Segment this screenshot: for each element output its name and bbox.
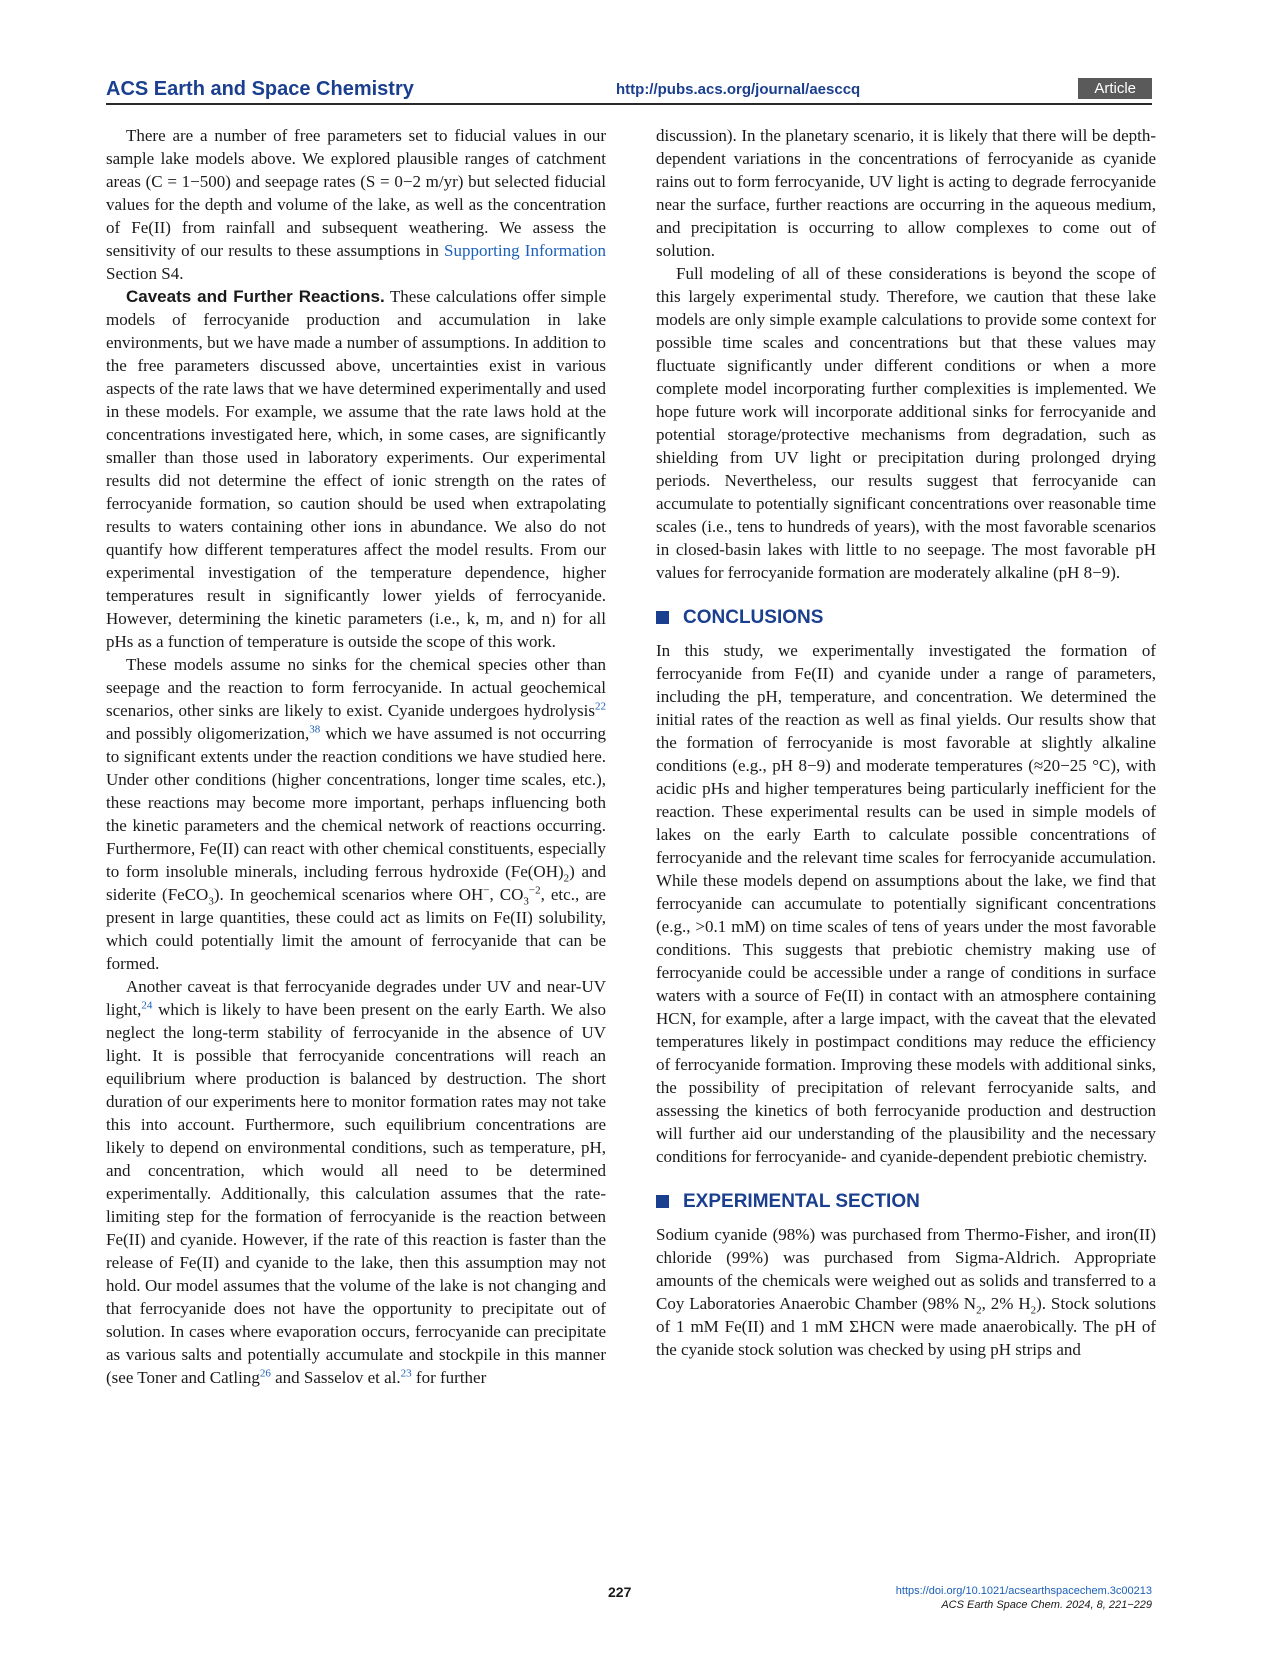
citation-24[interactable]: 24: [141, 999, 153, 1012]
footer-citation: [896, 1584, 1152, 1612]
journal-citation: ACS Earth Space Chem. 2024, 8, 221−229: [941, 1599, 1152, 1611]
doi-link[interactable]: https://doi.org/10.1021/acsearthspacechem.3c00213: [895, 1585, 1152, 1597]
journal-url[interactable]: http://pubs.acs.org/journal/aesccq: [616, 81, 861, 98]
experimental-heading: EXPERIMENTAL SECTION: [656, 1190, 1156, 1213]
citation-38[interactable]: 38: [309, 723, 321, 736]
left-column: [106, 124, 606, 1389]
paragraph-uv-caveat: Another caveat is that ferrocyanide degrades under UV and near-UV light,$^{24}$ which is likely to have been present on the early Earth. We also neglect the long-term stability of ferrocyanide in the absence of UV light. It is possible that ferrocyanide concentrations will reach an equilibrium where production is balanced by destruction. The short duration of our experiments here to monitor formation rates may not take this into account. Furthermore, such equilibrium concentrations are likely to depend on environmental conditions, such as temperature, pH, and concentration, which would all need to be determined experimentally. Additionally, this calculation assumes that the rate-limiting step for the formation of ferrocyanide is the reaction between Fe(II) and cyanide. However, if the rate of this reaction is faster than the release of Fe(II) and cyanide to the lake, then this assumption may not hold. Our model assumes that the volume of the lake is not changing and that ferrocyanide does not have the opportunity to precipitate out of solution. In cases where evaporation occurs, ferrocyanide can precipitate as various salts and potentially accumulate and stockpile in this manner (see Toner and Catling$^{26}$ and Sasselov et al.$^{23}$ for further: [106, 977, 606, 1387]
section-square-icon: [656, 611, 669, 624]
caveats-heading: Caveats and Further Reactions.: [126, 287, 385, 306]
paragraph-full-modeling: Full modeling of all of these considerations is beyond the scope of this largely experimental study. Therefore, we caution that these lake models are only simple example calculations to provide some context for possible time scales and concentrations but that these values may fluctuate significantly under different conditions or when a more complete model incorporating further complexities is implemented. We hope future work will incorporate additional sinks for ferrocyanide and potential storage/protective mechanisms from degradation, such as shielding from UV light or precipitation during prolonged drying periods. Nevertheless, our results suggest that ferrocyanide can accumulate to potentially significant concentrations over reasonable time scales (i.e., tens to hundreds of years), with the most favorable scenarios in closed-basin lakes with little to no seepage. The most favorable pH values for ferrocyanide formation are moderately alkaline (pH 8−9).: [656, 264, 1156, 582]
header-rule: [106, 103, 1152, 105]
right-column: [656, 124, 1156, 1361]
page-header: [106, 78, 1152, 104]
page-number: 227: [608, 1584, 632, 1600]
paragraph-sinks: These models assume no sinks for the chemical species other than seepage and the reaction to form ferrocyanide. In actual geochemical scenarios, other sinks are likely to exist. Cyanide undergoes hydrolysis$^{22}$ and possibly oligomerization,$^{38}$ which we have assumed is not occurring to significant extents under the reaction conditions we have studied here. Under other conditions (higher concentrations, longer time scales, etc.), these reactions may become more important, perhaps influencing both the kinetic parameters and the chemical network of reactions occurring. Furthermore, Fe(II) can react with other chemical constituents, especially to form insoluble minerals, including ferrous hydroxide $(Fe(OH)_2)$ and siderite (FeCO$_3$). In geochemical scenarios where OH−, $CO_3^{-2}$, etc., are present in large quantities, these could act as limits on Fe(II) solubility, which could potentially limit the amount of ferrocyanide that can be formed.: [106, 655, 607, 973]
paragraph-conclusions: In this study, we experimentally investigated the formation of ferrocyanide from Fe(II) and cyanide under a range of parameters, including the pH, temperature, and concentration. We determined the initial rates of the reaction as well as final yields. Our results show that the formation of ferrocyanide is most favorable at slightly alkaline conditions (e.g., pH 8−9) and moderate temperatures (≈20−25 °C), with acidic pHs and higher temperatures being particularly inefficient for the reaction. These experimental results can be used in simple models of lakes on the early Earth to calculate possible concentrations of ferrocyanide and the relevant time scales for ferrocyanide accumulation. While these models depend on assumptions about the lake, we find that ferrocyanide can accumulate to potentially significant concentrations (e.g., >0.1 mM) on time scales of tens of years under the most favorable conditions. This suggests that prebiotic chemistry making use of ferrocyanide could be accessible under a range of conditions in surface waters with a source of Fe(II) in contact with an atmosphere containing HCN, for example, after a large impact, with the caveat that the elevated temperatures likely in postimpact conditions may reduce the efficiency of ferrocyanide formation. Improving these models with additional sinks, the possibility of precipitation of relevant ferrocyanide salts, and assessing the kinetics of both ferrocyanide production and destruction will further aid our understanding of the plausibility and the necessary conditions for ferrocyanide- and cyanide-dependent prebiotic chemistry.: [656, 641, 1156, 1166]
citation-23[interactable]: 23: [400, 1367, 412, 1380]
citation-26[interactable]: 26: [259, 1367, 271, 1380]
paragraph-experimental: Sodium cyanide (98%) was purchased from Thermo-Fisher, and iron(II) chloride (99%) was purchased from Sigma-Aldrich. Appropriate amounts of the chemicals were weighed out as solids and transferred to a Coy Laboratories Anaerobic Chamber (98% $N_2$, 2% $H_2$). Stock solutions of 1 mM Fe(II) and 1 mM ΣHCN were made anaerobically. The pH of the cyanide stock solution was checked by using pH strips and: [656, 1225, 1156, 1359]
paragraph-caveats: Caveats and Further Reactions. These calculations offer simple models of ferrocyanide production and accumulation in lake environments, but we have made a number of assumptions. In addition to the free parameters discussed above, uncertainties exist in various aspects of the rate laws that we have determined experimentally and used in these models. For example, we assume that the rate laws hold at the concentrations investigated here, which, in some cases, are significantly smaller than those used in laboratory experiments. Our experimental results did not determine the effect of ionic strength on the rates of ferrocyanide formation, so caution should be used when extrapolating results to waters containing other ions in abundance. We also do not quantify how different temperatures affect the model results. From our experimental investigation of the temperature dependence, higher temperatures result in significantly lower yields of ferrocyanide. However, determining the kinetic parameters (i.e., k, m, and n) for all pHs as a function of temperature is outside the scope of this work.: [106, 287, 606, 651]
paragraph-discussion-continued: discussion). In the planetary scenario, it is likely that there will be depth-dependent variations in the concentrations of ferrocyanide as cyanide rains out to form ferrocyanide, UV light is acting to degrade ferrocyanide near the surface, further reactions are occurring in the aqueous medium, and precipitation is occurring to allow complexes to come out of solution.: [656, 126, 1156, 260]
journal-title: ACS Earth and Space Chemistry: [106, 78, 414, 100]
paragraph-free-parameters: There are a number of free parameters set to fiducial values in our sample lake models above. We explored plausible ranges of catchment areas (C = 1−500) and seepage rates (S = 0−2 m/yr) but selected fiducial values for the depth and volume of the lake, as well as the concentration of Fe(II) from rainfall and subsequent weathering. We assess the sensitivity of our results to these assumptions in Supporting Information Section S4.: [106, 126, 606, 283]
supporting-information-link[interactable]: Supporting Information: [444, 241, 606, 260]
section-square-icon: [656, 1195, 669, 1208]
conclusions-heading: CONCLUSIONS: [656, 606, 1156, 629]
citation-22[interactable]: 22: [595, 700, 606, 713]
article-badge: Article: [1078, 78, 1152, 99]
